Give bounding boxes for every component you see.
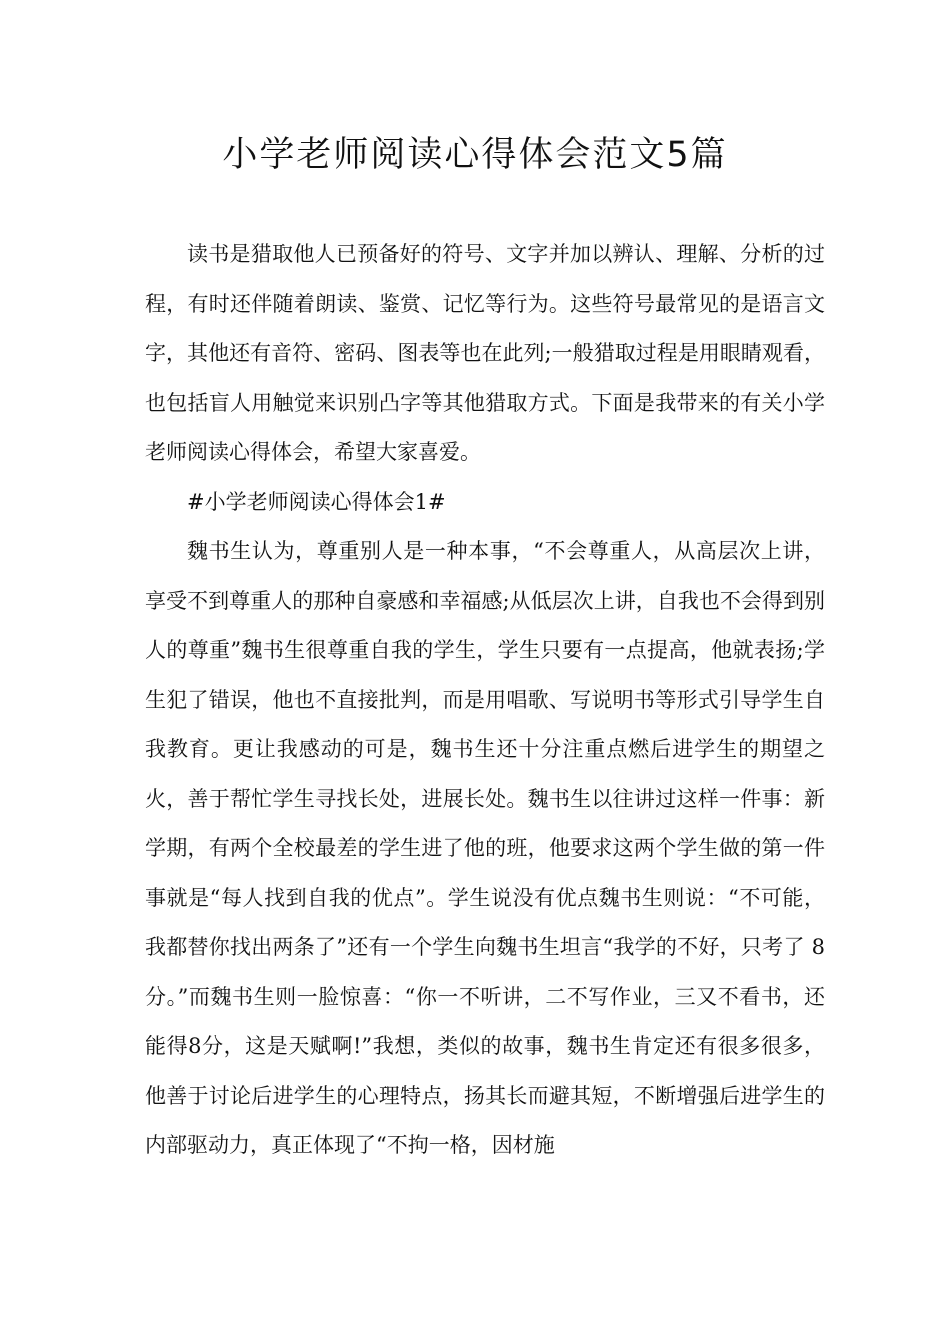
document-body bbox=[145, 230, 825, 1171]
section-heading-1: #小学老师阅读心得体会1# bbox=[187, 489, 446, 514]
document-title: 小学老师阅读心得体会范文5篇 bbox=[222, 135, 728, 175]
intro-paragraph: 读书是猎取他人已预备好的符号、文字并加以辨认、理解、分析的过程，有时还伴随着朗读、鉴赏、记忆等行为。这些符号最常见的是语言文字，其他还有音符、密码、图表等也在此列;一般猎取过程是用眼睛观看，也包括盲人用触觉来识别凸字等其他猎取方式。下面是我带来的有关小学老师阅读心得体会，希望大家喜爱。 bbox=[145, 242, 825, 464]
section-1-paragraph: 魏书生认为，尊重别人是一种本事，“不会尊重人，从高层次上讲，享受不到尊重人的那种自豪感和幸福感;从低层次上讲，自我也不会得到别人的尊重”魏书生很尊重自我的学生，学生只要有一点提高，他就表扬;学生犯了错误，他也不直接批判，而是用唱歌、写说明书等形式引导学生自我教育。更让我感动的可是，魏书生还十分注重点燃后进学生的期望之火，善于帮忙学生寻找长处，进展长处。魏书生以往讲过这样一件事：新学期，有两个全校最差的学生进了他的班，他要求这两个学生做的第一件事就是“每人找到自我的优点”。学生说没有优点魏书生则说：“不可能，我都替你找出两条了”还有一个学生向魏书生坦言“我学的不好，只考了 8分。”而魏书生则一脸惊喜：“你一不听讲，二不写作业，三又不看书，还能得8分，这是天赋啊!”我想，类似的故事，魏书生肯定还有很多很多，他善于讨论后进学生的心理特点，扬其长而避其短，不断增强后进学生的内部驱动力，真正体现了“不拘一格，因材施 bbox=[145, 539, 825, 1157]
